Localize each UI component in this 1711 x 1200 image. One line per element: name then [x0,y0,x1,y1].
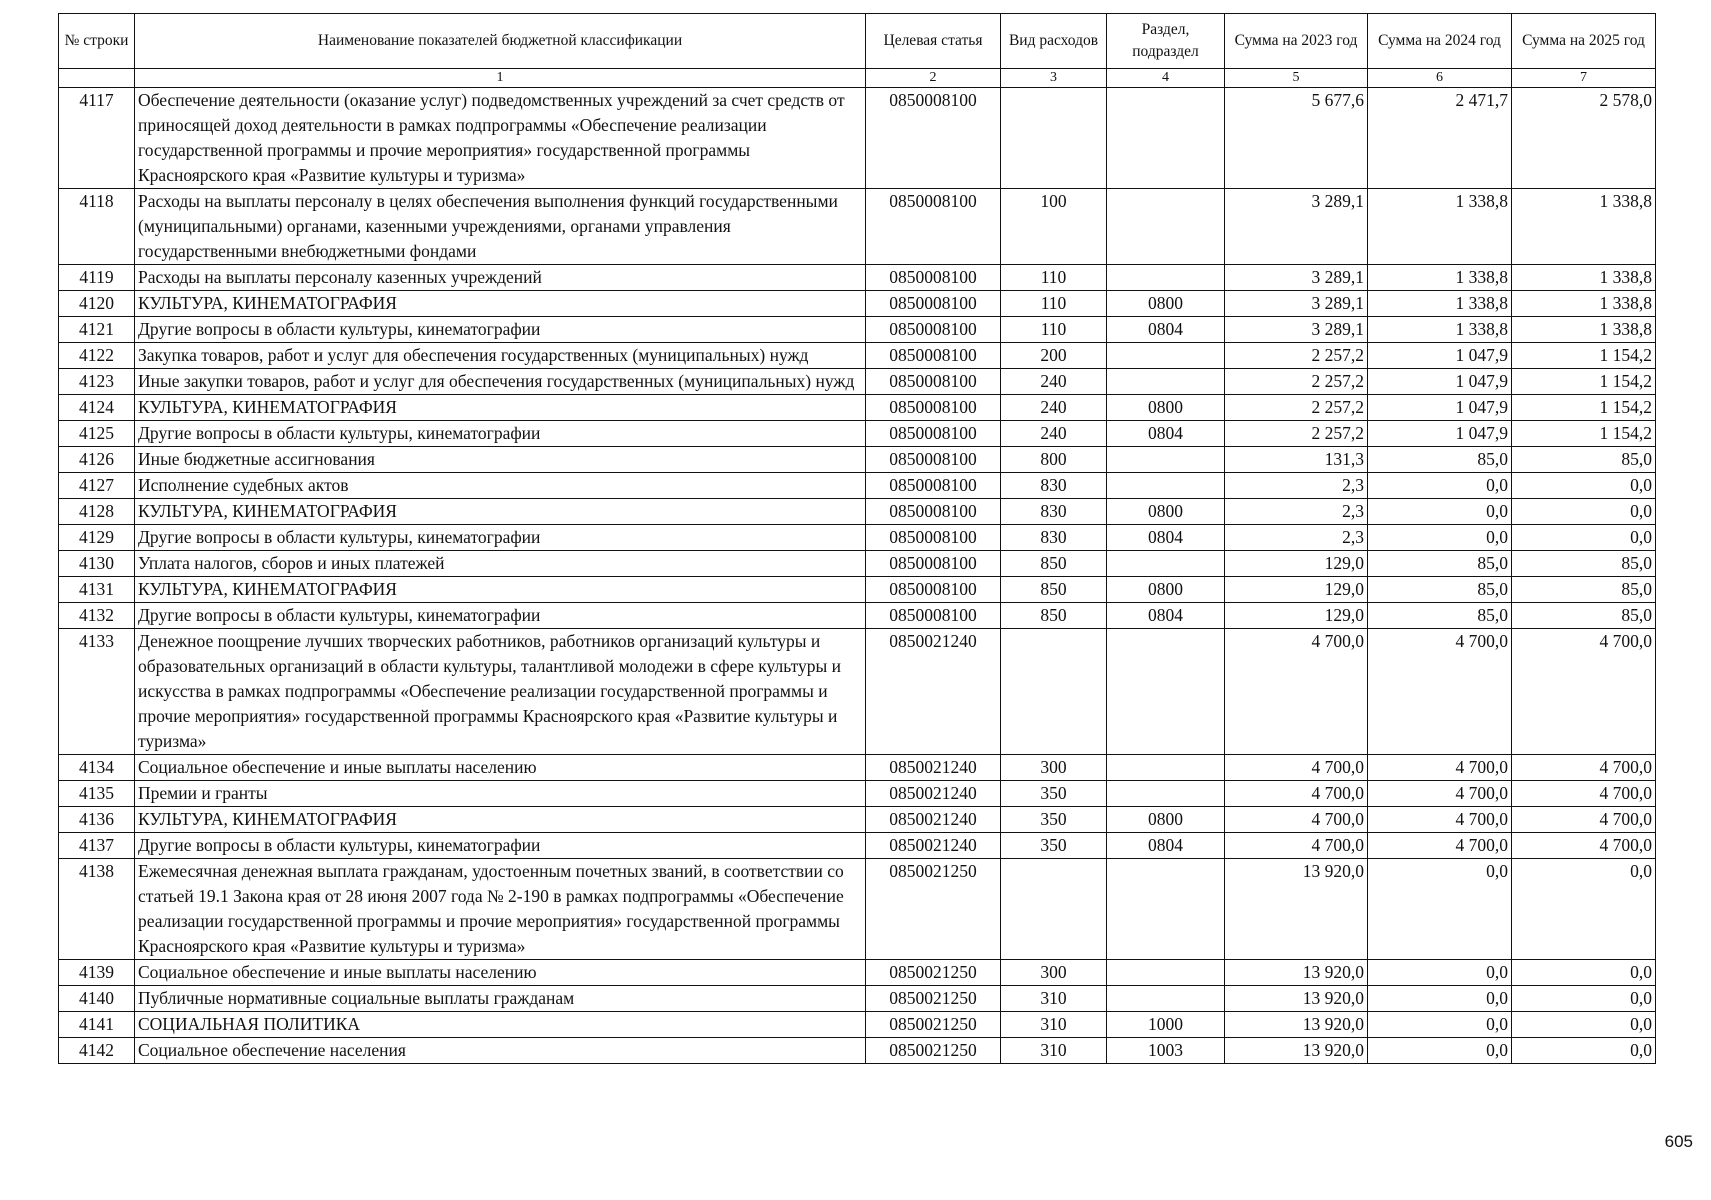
sum-2025: 1 338,8 [1512,189,1656,265]
table-row [59,291,1656,317]
table-row [59,577,1656,603]
target-article: 0850021250 [866,960,1001,986]
indicator-name: Социальное обеспечение населения [135,1038,866,1064]
indicator-name: Другие вопросы в области культуры, кинематографии [135,833,866,859]
sum-2024: 0,0 [1368,986,1512,1012]
indicator-name: Расходы на выплаты персоналу в целях обеспечения выполнения функций государственными (муниципальными) органами, казенными учреждениями, органами управления государственными внебюджетными фондами [135,189,866,265]
target-article: 0850008100 [866,343,1001,369]
target-article: 0850021240 [866,629,1001,755]
sum-2024: 0,0 [1368,525,1512,551]
row-number: 4137 [59,833,135,859]
table-row [59,525,1656,551]
sum-2023: 129,0 [1225,551,1368,577]
row-number: 4136 [59,807,135,833]
sum-2023: 131,3 [1225,447,1368,473]
row-number: 4126 [59,447,135,473]
section-code [1107,343,1225,369]
section-code: 0800 [1107,395,1225,421]
section-code [1107,447,1225,473]
budget-table [58,13,1656,1064]
column-number: 1 [135,69,866,88]
row-number: 4125 [59,421,135,447]
target-article: 0850008100 [866,499,1001,525]
sum-2024: 4 700,0 [1368,833,1512,859]
sum-2024: 1 338,8 [1368,189,1512,265]
sum-2025: 0,0 [1512,859,1656,960]
target-article: 0850021250 [866,1038,1001,1064]
table-row [59,395,1656,421]
expense-kind: 850 [1001,551,1107,577]
sum-2023: 3 289,1 [1225,189,1368,265]
row-number: 4129 [59,525,135,551]
table-row [59,1038,1656,1064]
indicator-name: Другие вопросы в области культуры, кинематографии [135,525,866,551]
section-code: 0800 [1107,499,1225,525]
table-row [59,88,1656,189]
section-code: 0804 [1107,833,1225,859]
section-code [1107,265,1225,291]
sum-2024: 1 047,9 [1368,421,1512,447]
sum-2024: 85,0 [1368,603,1512,629]
sum-2023: 13 920,0 [1225,986,1368,1012]
header-expense-kind: Вид расходов [1001,14,1107,69]
row-number: 4127 [59,473,135,499]
indicator-name: КУЛЬТУРА, КИНЕМАТОГРАФИЯ [135,291,866,317]
table-row [59,317,1656,343]
expense-kind [1001,859,1107,960]
indicator-name: Другие вопросы в области культуры, кинематографии [135,421,866,447]
sum-2023: 2 257,2 [1225,421,1368,447]
budget-document [58,13,1655,1064]
section-code [1107,88,1225,189]
indicator-name: Иные бюджетные ассигнования [135,447,866,473]
table-row [59,833,1656,859]
target-article: 0850021240 [866,807,1001,833]
table-body [59,88,1656,1064]
row-number: 4128 [59,499,135,525]
table-row [59,265,1656,291]
sum-2023: 13 920,0 [1225,960,1368,986]
sum-2025: 2 578,0 [1512,88,1656,189]
header-sum-2025: Сумма на 2025 год [1512,14,1656,69]
section-code: 0804 [1107,603,1225,629]
sum-2023: 2,3 [1225,473,1368,499]
section-code [1107,189,1225,265]
expense-kind: 830 [1001,525,1107,551]
table-row [59,960,1656,986]
target-article: 0850008100 [866,447,1001,473]
table-row [59,551,1656,577]
sum-2024: 0,0 [1368,499,1512,525]
indicator-name: КУЛЬТУРА, КИНЕМАТОГРАФИЯ [135,499,866,525]
target-article: 0850021250 [866,1012,1001,1038]
table-row [59,369,1656,395]
expense-kind: 300 [1001,960,1107,986]
sum-2023: 5 677,6 [1225,88,1368,189]
sum-2023: 13 920,0 [1225,1012,1368,1038]
sum-2025: 4 700,0 [1512,755,1656,781]
sum-2025: 1 338,8 [1512,317,1656,343]
sum-2025: 1 154,2 [1512,395,1656,421]
indicator-name: КУЛЬТУРА, КИНЕМАТОГРАФИЯ [135,395,866,421]
row-number: 4141 [59,1012,135,1038]
target-article: 0850008100 [866,525,1001,551]
table-row [59,343,1656,369]
sum-2025: 1 154,2 [1512,421,1656,447]
table-row [59,473,1656,499]
sum-2023: 2 257,2 [1225,343,1368,369]
table-row [59,421,1656,447]
expense-kind: 110 [1001,265,1107,291]
target-article: 0850008100 [866,265,1001,291]
section-code [1107,369,1225,395]
section-code: 0800 [1107,807,1225,833]
row-number: 4121 [59,317,135,343]
expense-kind: 350 [1001,833,1107,859]
target-article: 0850021240 [866,781,1001,807]
indicator-name: КУЛЬТУРА, КИНЕМАТОГРАФИЯ [135,807,866,833]
target-article: 0850008100 [866,291,1001,317]
table-row [59,447,1656,473]
expense-kind: 240 [1001,395,1107,421]
section-code [1107,473,1225,499]
section-code: 0800 [1107,291,1225,317]
section-code [1107,781,1225,807]
expense-kind: 850 [1001,603,1107,629]
expense-kind: 110 [1001,291,1107,317]
sum-2023: 4 700,0 [1225,833,1368,859]
expense-kind: 830 [1001,499,1107,525]
sum-2025: 1 154,2 [1512,343,1656,369]
row-number: 4124 [59,395,135,421]
indicator-name: Премии и гранты [135,781,866,807]
sum-2024: 2 471,7 [1368,88,1512,189]
row-number: 4138 [59,859,135,960]
expense-kind: 350 [1001,781,1107,807]
sum-2024: 0,0 [1368,473,1512,499]
column-number: 7 [1512,69,1656,88]
target-article: 0850008100 [866,473,1001,499]
row-number: 4132 [59,603,135,629]
expense-kind: 200 [1001,343,1107,369]
section-code: 0804 [1107,421,1225,447]
sum-2024: 4 700,0 [1368,807,1512,833]
column-number-row [59,69,1656,88]
expense-kind: 310 [1001,1038,1107,1064]
sum-2023: 3 289,1 [1225,265,1368,291]
table-row [59,755,1656,781]
column-number: 3 [1001,69,1107,88]
row-number: 4120 [59,291,135,317]
sum-2023: 2 257,2 [1225,369,1368,395]
row-number: 4122 [59,343,135,369]
header-sum-2024: Сумма на 2024 год [1368,14,1512,69]
column-number [59,69,135,88]
sum-2025: 85,0 [1512,447,1656,473]
column-number: 6 [1368,69,1512,88]
indicator-name: Уплата налогов, сборов и иных платежей [135,551,866,577]
sum-2024: 1 338,8 [1368,291,1512,317]
sum-2024: 1 338,8 [1368,317,1512,343]
sum-2025: 1 154,2 [1512,369,1656,395]
header-target-article: Целевая статья [866,14,1001,69]
expense-kind: 110 [1001,317,1107,343]
column-number: 4 [1107,69,1225,88]
target-article: 0850008100 [866,395,1001,421]
sum-2025: 0,0 [1512,960,1656,986]
sum-2023: 129,0 [1225,603,1368,629]
row-number: 4131 [59,577,135,603]
sum-2023: 4 700,0 [1225,807,1368,833]
expense-kind: 800 [1001,447,1107,473]
row-number: 4130 [59,551,135,577]
indicator-name: Исполнение судебных актов [135,473,866,499]
row-number: 4118 [59,189,135,265]
row-number: 4135 [59,781,135,807]
sum-2025: 0,0 [1512,1038,1656,1064]
section-code [1107,755,1225,781]
sum-2024: 1 047,9 [1368,395,1512,421]
section-code [1107,859,1225,960]
sum-2025: 1 338,8 [1512,265,1656,291]
sum-2024: 4 700,0 [1368,755,1512,781]
expense-kind: 300 [1001,755,1107,781]
table-row [59,859,1656,960]
sum-2023: 3 289,1 [1225,317,1368,343]
expense-kind: 310 [1001,986,1107,1012]
column-number: 2 [866,69,1001,88]
table-row [59,781,1656,807]
indicator-name: СОЦИАЛЬНАЯ ПОЛИТИКА [135,1012,866,1038]
target-article: 0850008100 [866,189,1001,265]
indicator-name: КУЛЬТУРА, КИНЕМАТОГРАФИЯ [135,577,866,603]
sum-2024: 1 338,8 [1368,265,1512,291]
target-article: 0850008100 [866,551,1001,577]
header-row [59,14,1656,69]
section-code: 0804 [1107,317,1225,343]
indicator-name: Социальное обеспечение и иные выплаты населению [135,755,866,781]
sum-2024: 4 700,0 [1368,629,1512,755]
sum-2025: 0,0 [1512,525,1656,551]
indicator-name: Ежемесячная денежная выплата гражданам, удостоенным почетных званий, в соответствии со статьей 19.1 Закона края от 28 июня 2007 года № 2-190 в рамках подпрограммы «Обеспечение реализации государственной программы и прочие мероприятия» государственной программы Красноярского края «Развитие культуры и туризма» [135,859,866,960]
sum-2023: 13 920,0 [1225,859,1368,960]
sum-2025: 4 700,0 [1512,833,1656,859]
target-article: 0850021250 [866,986,1001,1012]
sum-2024: 85,0 [1368,551,1512,577]
sum-2023: 4 700,0 [1225,781,1368,807]
indicator-name: Закупка товаров, работ и услуг для обеспечения государственных (муниципальных) нужд [135,343,866,369]
expense-kind: 310 [1001,1012,1107,1038]
expense-kind: 850 [1001,577,1107,603]
sum-2023: 4 700,0 [1225,755,1368,781]
target-article: 0850008100 [866,317,1001,343]
target-article: 0850021240 [866,755,1001,781]
sum-2025: 85,0 [1512,551,1656,577]
sum-2025: 0,0 [1512,499,1656,525]
expense-kind: 240 [1001,421,1107,447]
table-row [59,1012,1656,1038]
row-number: 4133 [59,629,135,755]
row-number: 4140 [59,986,135,1012]
section-code: 0800 [1107,577,1225,603]
header-section: Раздел, подраздел [1107,14,1225,69]
sum-2024: 1 047,9 [1368,369,1512,395]
expense-kind: 830 [1001,473,1107,499]
sum-2024: 0,0 [1368,960,1512,986]
row-number: 4123 [59,369,135,395]
indicator-name: Другие вопросы в области культуры, кинематографии [135,317,866,343]
sum-2023: 2,3 [1225,499,1368,525]
sum-2025: 4 700,0 [1512,629,1656,755]
expense-kind: 240 [1001,369,1107,395]
sum-2024: 0,0 [1368,1038,1512,1064]
target-article: 0850008100 [866,577,1001,603]
row-number: 4142 [59,1038,135,1064]
sum-2025: 4 700,0 [1512,781,1656,807]
sum-2025: 0,0 [1512,1012,1656,1038]
sum-2024: 0,0 [1368,859,1512,960]
sum-2025: 4 700,0 [1512,807,1656,833]
target-article: 0850008100 [866,603,1001,629]
table-row [59,807,1656,833]
sum-2023: 129,0 [1225,577,1368,603]
indicator-name: Денежное поощрение лучших творческих работников, работников организаций культуры и образовательных организаций в области культуры, талантливой молодежи в сфере культуры и искусства в рамках подпрограммы «Обеспечение реализации государственной программы и прочие мероприятия» государственной программы Красноярского края «Развитие культуры и туризма» [135,629,866,755]
indicator-name: Другие вопросы в области культуры, кинематографии [135,603,866,629]
table-row [59,603,1656,629]
row-number: 4117 [59,88,135,189]
indicator-name: Иные закупки товаров, работ и услуг для обеспечения государственных (муниципальных) нужд [135,369,866,395]
sum-2023: 2 257,2 [1225,395,1368,421]
indicator-name: Публичные нормативные социальные выплаты гражданам [135,986,866,1012]
target-article: 0850021240 [866,833,1001,859]
section-code [1107,960,1225,986]
section-code [1107,629,1225,755]
section-code: 1003 [1107,1038,1225,1064]
section-code: 1000 [1107,1012,1225,1038]
target-article: 0850008100 [866,369,1001,395]
table-row [59,189,1656,265]
table-row [59,986,1656,1012]
sum-2024: 85,0 [1368,447,1512,473]
expense-kind [1001,629,1107,755]
header-sum-2023: Сумма на 2023 год [1225,14,1368,69]
indicator-name: Расходы на выплаты персоналу казенных учреждений [135,265,866,291]
expense-kind: 100 [1001,189,1107,265]
target-article: 0850021250 [866,859,1001,960]
header-row-number: № строки [59,14,135,69]
header-indicator-name: Наименование показателей бюджетной классификации [135,14,866,69]
sum-2024: 4 700,0 [1368,781,1512,807]
sum-2023: 4 700,0 [1225,629,1368,755]
sum-2025: 85,0 [1512,577,1656,603]
row-number: 4119 [59,265,135,291]
target-article: 0850008100 [866,421,1001,447]
indicator-name: Обеспечение деятельности (оказание услуг) подведомственных учреждений за счет средств от приносящей доход деятельности в рамках подпрограммы «Обеспечение реализации государственной программы и прочие мероприятия» государственной программы Красноярского края «Развитие культуры и туризма» [135,88,866,189]
sum-2025: 0,0 [1512,986,1656,1012]
sum-2023: 2,3 [1225,525,1368,551]
sum-2024: 85,0 [1368,577,1512,603]
sum-2025: 85,0 [1512,603,1656,629]
sum-2024: 1 047,9 [1368,343,1512,369]
section-code [1107,551,1225,577]
sum-2025: 0,0 [1512,473,1656,499]
section-code [1107,986,1225,1012]
table-row [59,629,1656,755]
row-number: 4139 [59,960,135,986]
expense-kind [1001,88,1107,189]
sum-2023: 3 289,1 [1225,291,1368,317]
sum-2025: 1 338,8 [1512,291,1656,317]
section-code: 0804 [1107,525,1225,551]
row-number: 4134 [59,755,135,781]
page-number: 605 [1664,1132,1693,1151]
sum-2023: 13 920,0 [1225,1038,1368,1064]
target-article: 0850008100 [866,88,1001,189]
expense-kind: 350 [1001,807,1107,833]
sum-2024: 0,0 [1368,1012,1512,1038]
indicator-name: Социальное обеспечение и иные выплаты населению [135,960,866,986]
column-number: 5 [1225,69,1368,88]
table-row [59,499,1656,525]
